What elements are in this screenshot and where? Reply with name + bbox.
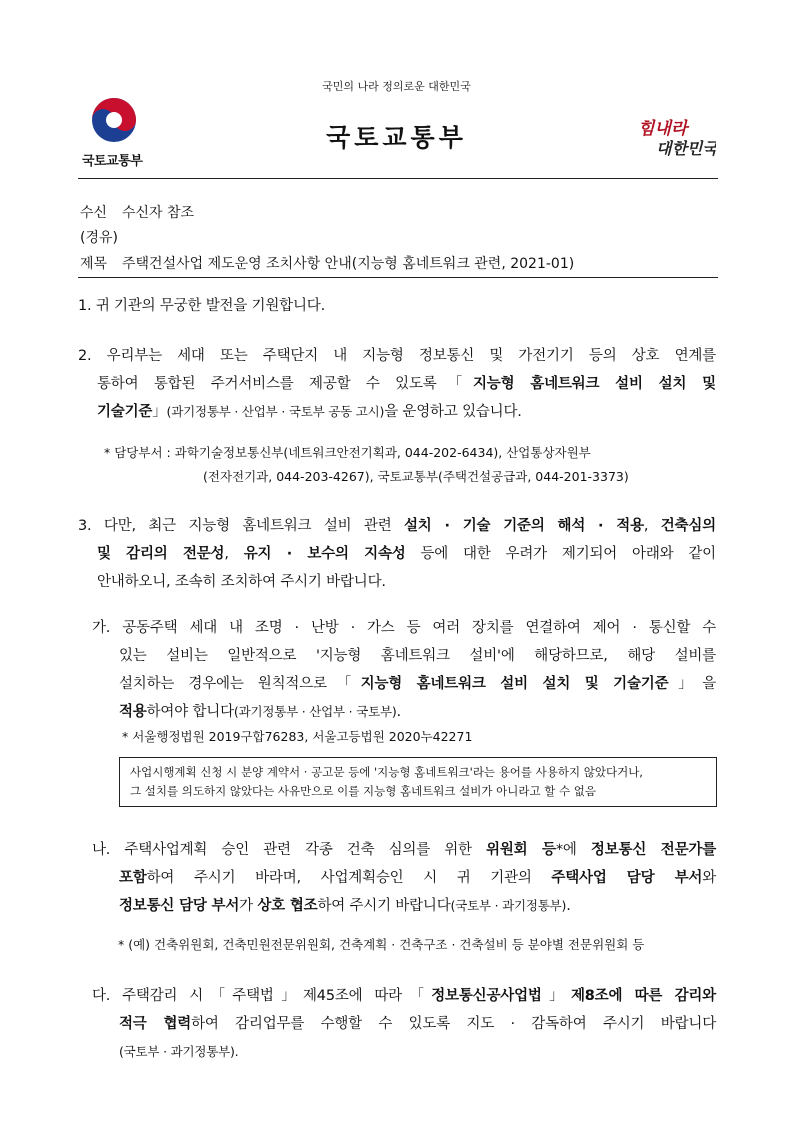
item-na-line1 (92, 836, 716, 864)
p3-comma: , (643, 518, 661, 534)
p2-bracket: 」 (152, 404, 167, 420)
na-text-4: 와 (702, 870, 716, 886)
p2-bold-standard: 지능형 홈네트워크 설비 설치 및 (472, 376, 716, 392)
ga-text-3: 하여야 합니다 (146, 704, 234, 720)
recipient-row (80, 202, 194, 222)
na-bold-ict-dept: 정보통신 담당 부서 (119, 898, 240, 914)
na-text-5: 가 (239, 898, 258, 914)
ga-text-2: 」을 (668, 676, 717, 692)
item-na-line2 (119, 864, 716, 892)
paragraph-3-line1 (78, 512, 716, 540)
slogan: 국민의 나라 정의로운 대한민국 (322, 80, 471, 93)
paragraph-3-line2 (97, 540, 716, 568)
da-text-2: 하여 감리업무를 수행할 수 있도록 지도 · 감독하여 주시기 바랍니다 (191, 1016, 716, 1032)
da-bracket: 」 (541, 988, 571, 1004)
na-text-6: 하여 주시기 바랍니다 (317, 898, 451, 914)
recipient-value: 수신자 참조 (122, 205, 195, 221)
na-text: 나. 주택사업계획 승인 관련 각종 건축 심의를 위한 (92, 842, 487, 858)
item-ga-line4 (119, 698, 401, 726)
p3-bold-standard: 설치 · 기술 기준의 해석 · 적용 (403, 518, 644, 534)
ga-text: 설치하는 경우에는 원칙적으로「 (119, 676, 361, 692)
p3-text: 3. 다만, 최근 지능형 홈네트워크 설비 관련 (78, 518, 404, 534)
calligraphy-slogan (636, 116, 716, 160)
item-da-line3: (국토부 · 과기정통부). (119, 1044, 239, 1059)
na-agencies: (국토부 · 과기정통부) (450, 898, 567, 913)
box-line1: 사업시행계획 신청 시 분양 계약서 · 공고문 등에 '지능형 홈네트워크'라는 용어를 사용하지 않았다거나, (130, 765, 643, 779)
paragraph-2-line3 (97, 398, 522, 426)
da-bold-cooperate: 적극 협력 (119, 1016, 192, 1032)
na-bold-committee: 위원회 등 (486, 842, 556, 858)
box-line2: 그 설치를 의도하지 않았다는 사유만으로 이를 지능형 홈네트워크 설비가 아니라고 할 수 없음 (130, 784, 597, 798)
item-da-line2 (119, 1010, 716, 1038)
na-period: . (566, 898, 571, 914)
item-ga-line2: 있는 설비는 일반적으로 '지능형 홈네트워크 설비'에 해당하므로, 해당 설비를 (119, 648, 716, 664)
via-label: (경유) (80, 230, 118, 246)
item-na-line3 (119, 892, 571, 920)
ministry-title: 국토교통부 (326, 123, 467, 152)
subject-label: 제목 (80, 256, 108, 272)
paragraph-3-line3: 안내하오니, 조속히 조치하여 주시기 바랍니다. (97, 574, 386, 590)
da-bold-article: 제8조에 따른 감리와 (570, 988, 716, 1004)
p3-bold-review: 건축심의 (660, 518, 716, 534)
ga-bold-standard: 지능형 홈네트워크 설비 설치 및 기술기준 (360, 676, 669, 692)
p3-bold-supervision: 및 감리의 전문성 (97, 546, 225, 562)
contact-note-line2: (전자전기과, 044-203-4267), 국토교통부(주택건설공급과, 044-201-3373) (203, 469, 629, 484)
ga-period: . (396, 704, 401, 720)
p3-comma-2: , (224, 546, 244, 562)
na-bold-cooperate: 상호 협조 (257, 898, 318, 914)
paragraph-1: 1. 귀 기관의 무궁한 발전을 기원합니다. (78, 298, 325, 314)
da-bold-law: 정보통신공사업법 (431, 988, 542, 1004)
header-divider (78, 178, 718, 179)
p3-bold-maintenance: 유지 · 보수의 지속성 (243, 546, 406, 562)
contact-note-line1: * 담당부서 : 과학기술정보통신부(네트워크안전기획과, 044-202-6434), 산업통상자원부 (104, 445, 591, 460)
na-bold-include: 포함 (119, 870, 147, 886)
calligraphy-icon (636, 116, 716, 160)
calligraphy-line2: 대한민국 (656, 139, 716, 158)
via-row (80, 227, 118, 247)
p2-bold-standard-2: 기술기준 (97, 404, 153, 420)
example-note: * (예) 건축위원회, 건축민원전문위원회, 건축계획 · 건축구조 · 건축설비 등 분야별 전문위원회 등 (118, 937, 645, 952)
logo-text: 국토교통부 (82, 154, 143, 169)
ga-agencies: (과기정통부 · 산업부 · 국토부) (233, 704, 397, 719)
na-bold-housing-dept: 주택사업 담당 부서 (551, 870, 703, 886)
subject-divider (78, 277, 718, 278)
item-da-line1 (92, 982, 716, 1010)
calligraphy-line1: 힘내라 (638, 119, 688, 139)
court-ruling-box (119, 757, 717, 807)
p2-text-end: 을 운영하고 있습니다. (384, 404, 522, 420)
item-ga-line3 (119, 670, 716, 698)
ga-bold-apply: 적용 (119, 704, 147, 720)
da-text: 다. 주택감리 시「주택법」제45조에 따라「 (92, 988, 432, 1004)
na-text-3: 하여 주시기 바라며, 사업계획승인 시 귀 기관의 (146, 870, 552, 886)
subject-value: 주택건설사업 제도운영 조치사항 안내(지능형 홈네트워크 관련, 2021-01) (122, 256, 575, 272)
p3-text-2: 등에 대한 우려가 제기되어 아래와 같이 (405, 546, 716, 562)
na-text-2: *에 (555, 842, 591, 858)
p2-text: 통하여 통합된 주거서비스를 제공할 수 있도록「 (97, 376, 473, 392)
recipient-label: 수신 (80, 205, 108, 221)
p2-agencies: (과기정통부 · 산업부 · 국토부 공동 고시) (166, 404, 385, 419)
court-note: * 서울행정법원 2019구합76283, 서울고등법원 2020누42271 (122, 729, 473, 744)
paragraph-2-line2 (97, 370, 716, 398)
paragraph-2-line1: 2. 우리부는 세대 또는 주택단지 내 지능형 정보통신 및 가전기기 등의 상호 연계를 (78, 348, 716, 364)
item-ga-line1: 가. 공동주택 세대 내 조명 · 난방 · 가스 등 여러 장치를 연결하여 제어 · 통신할 수 (92, 620, 716, 636)
subject-row (80, 253, 574, 273)
na-bold-expert: 정보통신 전문가를 (590, 842, 716, 858)
